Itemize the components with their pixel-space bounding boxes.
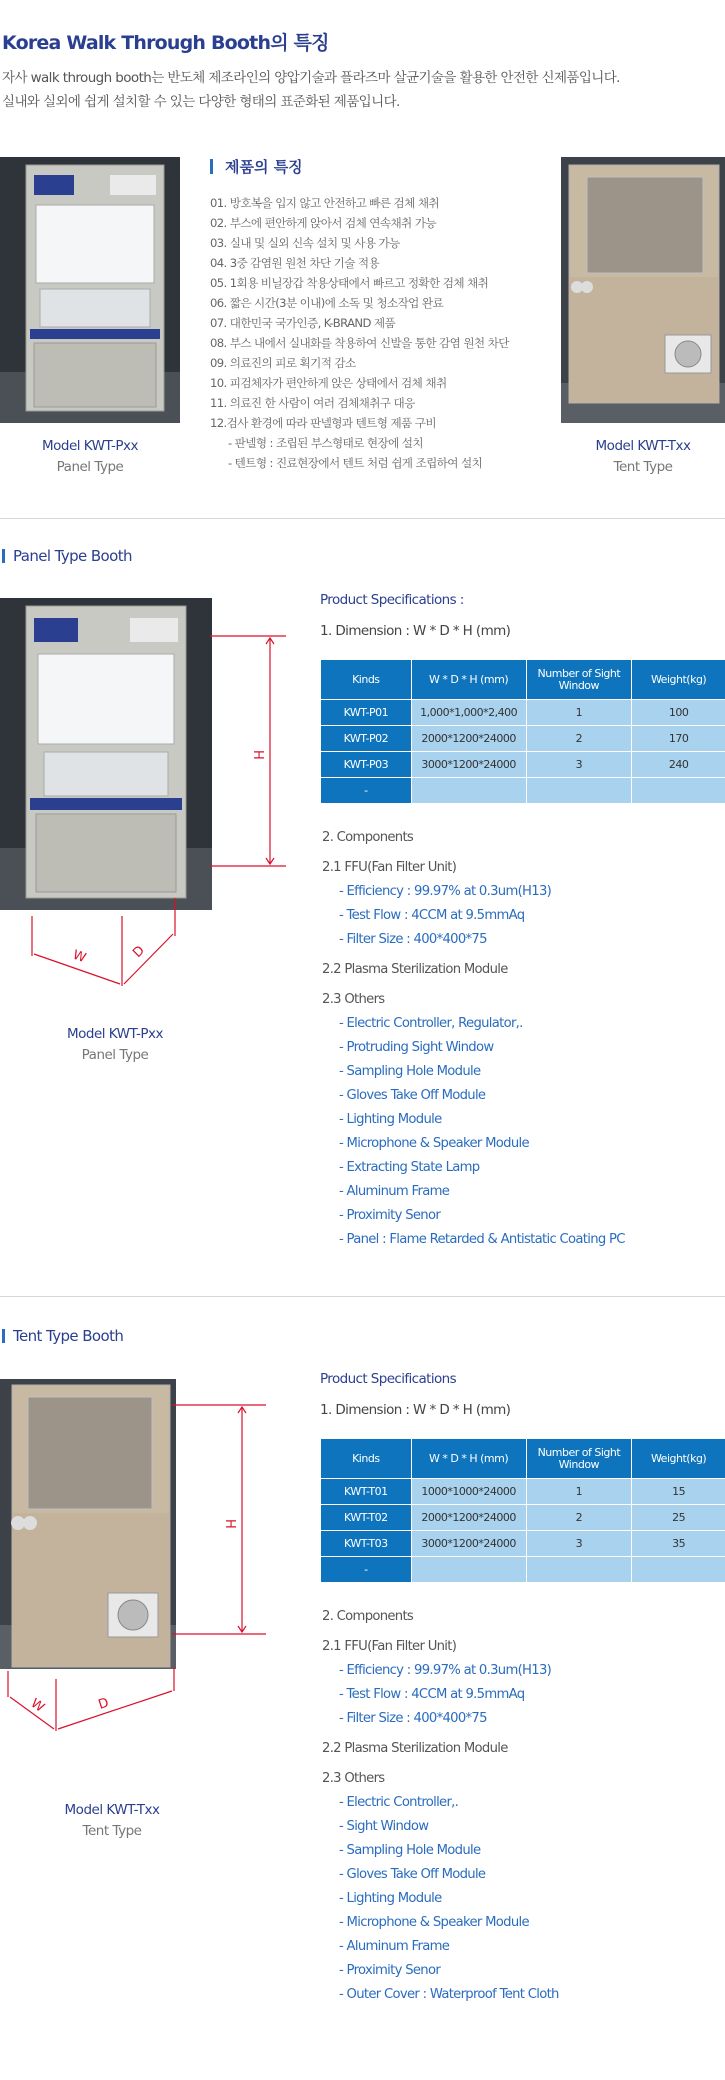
feature-sub-item: - 텐트형 : 진료현장에서 텐트 처럼 쉽게 조립하여 설치 [228,456,483,470]
component-item: - Electric Controller,. [339,1795,459,1810]
panel-section-title-text: Panel Type Booth [13,547,132,565]
features-list [210,193,509,473]
section-divider [0,518,725,519]
component-item: - Gloves Take Off Module [339,1867,486,1882]
component-item: - Outer Cover : Waterproof Tent Cloth [339,1987,559,2002]
tent-spec-table [320,1438,725,1583]
component-item: - Lighting Module [339,1112,442,1127]
panel-model-label [30,436,150,478]
table-cell: 3000*1200*24000 [411,752,526,778]
table-row [321,778,725,804]
component-heading: 2.2 Plasma Sterilization Module [322,962,508,977]
table-cell [526,778,632,804]
table-header-cell: W * D * H (mm) [411,1439,526,1479]
component-item: - Test Flow : 4CCM at 9.5mmAq [339,1687,525,1702]
table-row [321,1557,725,1583]
table-row [321,1531,725,1557]
intro-text [2,66,620,114]
table-cell: 2000*1200*24000 [411,726,526,752]
table-cell: - [321,778,412,804]
dim-label-d: D [130,943,148,961]
dim-label-w: W [27,1695,47,1716]
component-item: - Aluminum Frame [339,1939,450,1954]
feature-item: 05. 1회용 비닐장갑 착용상태에서 빠르고 정확한 검체 채취 [210,276,489,290]
panel-model-name: Model KWT-Pxx [41,438,139,454]
table-header-cell: Weight(kg) [632,1439,725,1479]
panel-dimension-diagram [0,598,290,998]
component-item: - Microphone & Speaker Module [339,1915,529,1930]
dim-label-h: H [222,1519,237,1529]
panel-model-type: Panel Type [81,1047,149,1063]
feature-item: 10. 피검체자가 편안하게 앉은 상태에서 검체 채취 [210,376,447,390]
table-cell: 3 [526,1531,632,1557]
panel-dimension-label: 1. Dimension : W * D * H (mm) [320,623,511,639]
tent-booth-illustration [561,157,725,423]
table-cell: 2000*1200*24000 [411,1505,526,1531]
table-cell [632,1557,725,1583]
component-item: - Proximity Senor [339,1963,441,1978]
component-item: - Panel : Flame Retarded & Antistatic Coating PC [339,1232,625,1247]
component-item: - Proximity Senor [339,1208,441,1223]
table-cell [632,778,725,804]
component-item: - Sampling Hole Module [339,1064,481,1079]
feature-item: 03. 실내 및 실외 신속 설치 및 사용 가능 [210,236,400,250]
table-row [321,752,725,778]
component-item: - Efficiency : 99.97% at 0.3um(H13) [339,884,552,899]
tent-spec-heading: Product Specifications [320,1371,457,1387]
component-item: - Lighting Module [339,1891,442,1906]
feature-item: 08. 부스 내에서 실내화를 착용하여 신발을 통한 감염 원천 차단 [210,336,509,350]
component-item: - Microphone & Speaker Module [339,1136,529,1151]
table-cell [526,1557,632,1583]
component-heading: 2.1 FFU(Fan Filter Unit) [322,1639,457,1654]
heading-bar [210,159,213,174]
table-header-cell: Weight(kg) [632,660,725,700]
table-cell: KWT-T01 [321,1479,412,1505]
panel-components-list [322,826,625,1252]
panel-booth-photo [0,157,180,423]
component-item: - Sampling Hole Module [339,1843,481,1858]
feature-item: 02. 부스에 편안하게 앉아서 검체 연속채취 가능 [210,216,436,230]
features-heading-text: 제품의 특징 [225,158,303,176]
tent-dimension-diagram [0,1379,290,1769]
table-cell: - [321,1557,412,1583]
tent-section-title-text: Tent Type Booth [13,1327,124,1345]
table-cell: 15 [632,1479,725,1505]
component-heading: 2.2 Plasma Sterilization Module [322,1741,508,1756]
table-cell: 35 [632,1531,725,1557]
panel-booth-illustration [0,157,180,423]
feature-item: 09. 의료진의 피로 획기적 감소 [210,356,356,370]
table-header-cell: Number of Sight Window [526,660,632,700]
table-cell: 240 [632,752,725,778]
table-header-cell: Kinds [321,660,412,700]
table-row [321,1505,725,1531]
features-heading [210,156,303,177]
panel-spec-table [320,659,725,804]
table-cell: 3000*1200*24000 [411,1531,526,1557]
tent-model-name: Model KWT-Txx [595,438,691,454]
component-heading: 2.3 Others [322,1771,385,1786]
dim-label-h: H [250,750,265,760]
page-title-en: Korea Walk Through Booth [2,32,271,54]
table-cell: 1 [526,700,632,726]
intro-line-1: 자사 walk through booth는 반도체 제조라인의 양압기술과 플라즈마 살균기술을 활용한 안전한 신제품입니다. [2,70,620,86]
table-cell: 1000*1000*24000 [411,1479,526,1505]
table-cell: 3 [526,752,632,778]
table-cell: 1,000*1,000*2,400 [411,700,526,726]
table-cell: KWT-T03 [321,1531,412,1557]
component-heading: 2. Components [322,1609,414,1624]
panel-spec-heading: Product Specifications : [320,592,464,608]
component-item: - Aluminum Frame [339,1184,450,1199]
feature-item: 12.검사 환경에 따라 판넬형과 텐트형 제품 구비 [210,416,436,430]
table-row [321,726,725,752]
table-cell [411,778,526,804]
feature-sub-item: - 판넬형 : 조립된 부스형태로 현장에 설치 [228,436,423,450]
table-cell: 25 [632,1505,725,1531]
tent-model-type: Tent Type [82,1823,142,1839]
panel-model-type: Panel Type [56,459,124,475]
table-header-cell: Kinds [321,1439,412,1479]
table-cell: 2 [526,1505,632,1531]
panel-diagram-model-label [55,1024,175,1066]
intro-line-2: 실내와 실외에 쉽게 설치할 수 있는 다양한 형태의 표준화된 제품입니다. [2,94,400,110]
tent-section-title [2,1327,123,1345]
component-item: - Electric Controller, Regulator,. [339,1016,523,1031]
tent-model-name: Model KWT-Txx [64,1802,160,1818]
feature-item: 04. 3중 감염원 원천 차단 기술 적용 [210,256,380,270]
component-item: - Filter Size : 400*400*75 [339,1711,487,1726]
tent-model-label [583,436,703,478]
component-heading: 2. Components [322,830,414,845]
feature-item: 11. 의료진 한 사람이 여러 검체채취구 대응 [210,396,415,410]
component-item: - Gloves Take Off Module [339,1088,486,1103]
table-cell: 2 [526,726,632,752]
section-title-bar [2,549,5,563]
table-cell: 100 [632,700,725,726]
table-cell: KWT-P02 [321,726,412,752]
table-header-row [321,660,725,700]
component-item: - Filter Size : 400*400*75 [339,932,487,947]
component-heading: 2.1 FFU(Fan Filter Unit) [322,860,457,875]
table-row [321,700,725,726]
dim-label-w: W [70,947,88,967]
tent-dimension-label: 1. Dimension : W * D * H (mm) [320,1402,511,1418]
table-header-row [321,1439,725,1479]
feature-item: 06. 짧은 시간(3분 이내)에 소독 및 청소작업 완료 [210,296,444,310]
tent-components-list [322,1605,559,2007]
dim-label-d: D [96,1695,111,1713]
table-cell: KWT-T02 [321,1505,412,1531]
component-item: - Test Flow : 4CCM at 9.5mmAq [339,908,525,923]
feature-item: 07. 대한민국 국가인증, K-BRAND 제품 [210,316,396,330]
page-title-ko: 의 특징 [270,32,329,54]
section-title-bar [2,1329,5,1343]
panel-model-name: Model KWT-Pxx [66,1026,164,1042]
table-header-cell: W * D * H (mm) [411,660,526,700]
tent-model-type: Tent Type [613,459,673,475]
tent-diagram-model-label [52,1800,172,1842]
component-item: - Efficiency : 99.97% at 0.3um(H13) [339,1663,552,1678]
table-cell: 170 [632,726,725,752]
table-row [321,1479,725,1505]
component-item: - Sight Window [339,1819,429,1834]
table-cell: KWT-P01 [321,700,412,726]
page-title [2,28,329,55]
component-item: - Extracting State Lamp [339,1160,480,1175]
component-heading: 2.3 Others [322,992,385,1007]
table-cell [411,1557,526,1583]
table-cell: KWT-P03 [321,752,412,778]
tent-booth-photo [561,157,725,423]
table-cell: 1 [526,1479,632,1505]
component-item: - Protruding Sight Window [339,1040,494,1055]
section-divider [0,1296,725,1297]
panel-section-title [2,547,132,565]
table-header-cell: Number of Sight Window [526,1439,632,1479]
feature-item: 01. 방호복을 입지 않고 안전하고 빠른 검체 채취 [210,196,440,210]
